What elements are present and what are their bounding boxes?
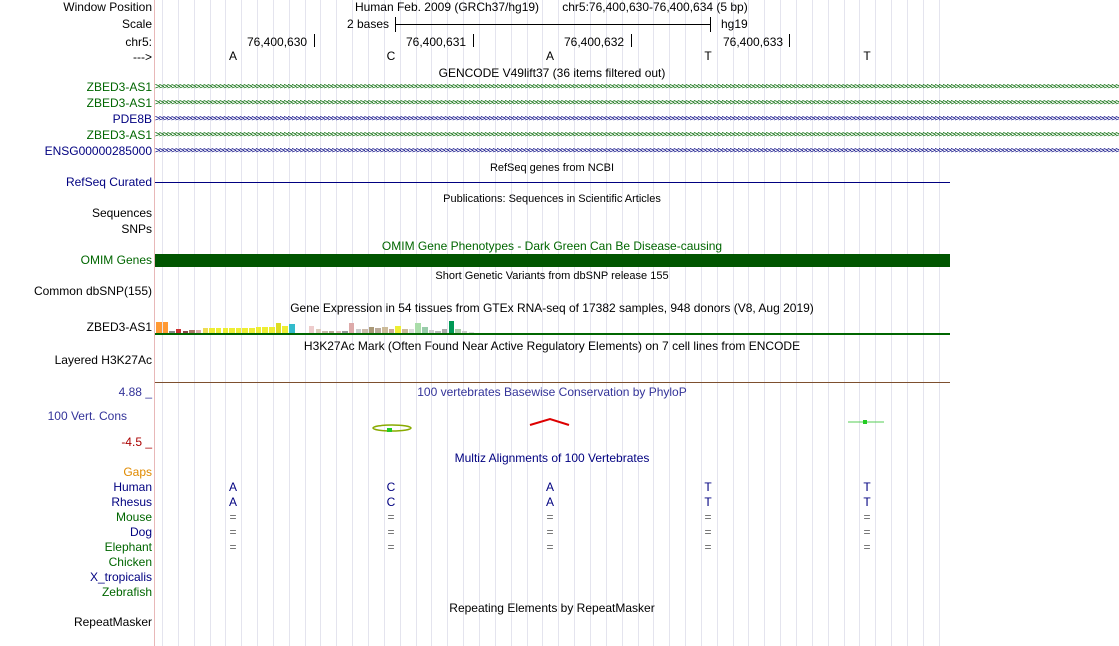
gene-model-ensg[interactable]: >>>>>>>>>>>>>>>>>>>>>>>>>>>>>>>>>>>>>>>>>>>>>>>>>>>>>>>>>>>>>>>>>>>>>>>>>>>>>>>>>>>>>>>>>>>>>>>>>>>>>>>>>>>>>>>>>>>>>>>>>>>>>>>>>>>>>>>>>>>>>>>>>>>>>>>>>>>>>>>>>>>>>>>>>>>>>>>>>>>>>>>>>>>>>>>>>>>>>>>>>>>>>>>>>>>>>>>>>>>>>>>>>>>>>>>>>>>>>>>> (155, 146, 1119, 156)
alignment-base: = (387, 525, 395, 539)
gencode-track-title: GENCODE V49lift37 (36 items filtered out) (438, 66, 666, 80)
gene-model-pde8b[interactable]: >>>>>>>>>>>>>>>>>>>>>>>>>>>>>>>>>>>>>>>>>>>>>>>>>>>>>>>>>>>>>>>>>>>>>>>>>>>>>>>>>>>>>>>>>>>>>>>>>>>>>>>>>>>>>>>>>>>>>>>>>>>>>>>>>>>>>>>>>>>>>>>>>>>>>>>>>>>>>>>>>>>>>>>>>>>>>>>>>>>>>>>>>>>>>>>>>>>>>>>>>>>>>>>>>>>>>>>>>>>>>>>>>>>>>>>>>>>>>>>> (155, 114, 1119, 124)
cons-max-label: 4.88 _ (118, 385, 152, 399)
ruler-tick-label: 76,400,631 (406, 35, 467, 49)
alignment-base: = (387, 510, 395, 524)
grid-line (717, 0, 718, 646)
species-human-label: Human (113, 480, 152, 494)
grid-line (733, 0, 734, 646)
alignment-base: T (704, 480, 712, 494)
strand-label: ---> (133, 50, 152, 64)
window-position-label: Window Position (63, 0, 152, 14)
species-dog-label: Dog (129, 525, 152, 539)
ruler-tick (789, 34, 790, 47)
ruler-tick (631, 34, 632, 47)
assembly-title: Human Feb. 2009 (GRCh37/hg19) (354, 0, 540, 14)
ruler-tick (473, 34, 474, 47)
refseq-gene-line[interactable] (155, 182, 950, 183)
grid-line (844, 0, 845, 646)
repeatmasker-track-title: Repeating Elements by RepeatMasker (449, 601, 655, 615)
phylop-signal (155, 410, 950, 440)
publications-track-title: Publications: Sequences in Scientific Articles (443, 193, 661, 205)
ruler-tick-label: 76,400,633 (723, 35, 784, 49)
alignment-base: = (229, 510, 237, 524)
gene-label-zbed3-as1-2[interactable]: ZBED3-AS1 (86, 96, 152, 110)
dbsnp-track-title: Short Genetic Variants from dbSNP release 155 (435, 270, 669, 282)
alignment-base: A (228, 480, 238, 494)
alignment-base: T (863, 495, 871, 509)
grid-line (606, 0, 607, 646)
gtex-track-title: Gene Expression in 54 tissues from GTEx RNA-seq of 17382 samples, 948 donors (V8, Aug 2019) (290, 301, 814, 315)
base-letter: A (545, 49, 555, 63)
alignment-base: = (863, 525, 871, 539)
track-label-column (0, 0, 154, 646)
refseq-track-label[interactable]: RefSeq Curated (65, 175, 152, 189)
refseq-track-title: RefSeq genes from NCBI (489, 162, 615, 174)
gene-model-zbed3-as1-1[interactable]: >>>>>>>>>>>>>>>>>>>>>>>>>>>>>>>>>>>>>>>>>>>>>>>>>>>>>>>>>>>>>>>>>>>>>>>>>>>>>>>>>>>>>>>>>>>>>>>>>>>>>>>>>>>>>>>>>>>>>>>>>>>>>>>>>>>>>>>>>>>>>>>>>>>>>>>>>>>>>>>>>>>>>>>>>>>>>>>>>>>>>>>>>>>>>>>>>>>>>>>>>>>>>>>>>>>>>>>>>>>>>>>>>>>>>>>>>>>>>>>> (155, 82, 1119, 92)
gene-model-zbed3-as1-3[interactable]: >>>>>>>>>>>>>>>>>>>>>>>>>>>>>>>>>>>>>>>>>>>>>>>>>>>>>>>>>>>>>>>>>>>>>>>>>>>>>>>>>>>>>>>>>>>>>>>>>>>>>>>>>>>>>>>>>>>>>>>>>>>>>>>>>>>>>>>>>>>>>>>>>>>>>>>>>>>>>>>>>>>>>>>>>>>>>>>>>>>>>>>>>>>>>>>>>>>>>>>>>>>>>>>>>>>>>>>>>>>>>>>>>>>>>>>>>>>>>>>> (155, 130, 1119, 140)
alignment-base: = (387, 540, 395, 554)
alignment-base: C (386, 480, 396, 494)
grid-line (859, 0, 860, 646)
grid-line (558, 0, 559, 646)
grid-line (574, 0, 575, 646)
phylop-mark (530, 419, 569, 425)
ruler-tick-label: 76,400,630 (247, 35, 308, 49)
grid-line (780, 0, 781, 646)
snps-track-label[interactable]: SNPs (121, 222, 152, 236)
base-letter: C (386, 49, 396, 63)
alignment-base: = (229, 540, 237, 554)
base-letter: T (863, 49, 871, 63)
alignment-base: C (386, 495, 396, 509)
scale-bar-left-cap (395, 17, 396, 32)
gene-model-zbed3-as1-2[interactable]: >>>>>>>>>>>>>>>>>>>>>>>>>>>>>>>>>>>>>>>>>>>>>>>>>>>>>>>>>>>>>>>>>>>>>>>>>>>>>>>>>>>>>>>>>>>>>>>>>>>>>>>>>>>>>>>>>>>>>>>>>>>>>>>>>>>>>>>>>>>>>>>>>>>>>>>>>>>>>>>>>>>>>>>>>>>>>>>>>>>>>>>>>>>>>>>>>>>>>>>>>>>>>>>>>>>>>>>>>>>>>>>>>>>>>>>>>>>>>>>> (155, 98, 1119, 108)
track-data-area[interactable] (155, 0, 1119, 646)
alignment-base: = (546, 510, 554, 524)
scale-bar-label: 2 bases (346, 17, 390, 31)
phylop-track-title: 100 vertebrates Basewise Conservation by PhyloP (417, 385, 687, 399)
position-text: chr5:76,400,630-76,400,634 (5 bp) (562, 0, 748, 14)
base-letter: A (228, 49, 238, 63)
cons-track-label[interactable]: 100 Vert. Cons (47, 409, 127, 423)
omim-gene-bar[interactable] (155, 254, 950, 267)
db-label: hg19 (721, 17, 748, 31)
grid-line (828, 0, 829, 646)
alignment-base: A (228, 495, 238, 509)
grid-line (875, 0, 876, 646)
gene-label-ensg[interactable]: ENSG00000285000 (44, 144, 152, 158)
base-letter: T (704, 49, 712, 63)
gtex-gene-label[interactable]: ZBED3-AS1 (86, 320, 152, 334)
alignment-base: = (704, 510, 712, 524)
alignment-base: = (704, 540, 712, 554)
gene-label-zbed3-as1-3[interactable]: ZBED3-AS1 (86, 128, 152, 142)
gene-label-zbed3-as1-1[interactable]: ZBED3-AS1 (86, 80, 152, 94)
gene-label-pde8b[interactable]: PDE8B (112, 112, 152, 126)
alignment-base: = (704, 525, 712, 539)
omim-track-label[interactable]: OMIM Genes (80, 253, 152, 267)
alignment-base: A (545, 480, 555, 494)
grid-line (764, 0, 765, 646)
grid-line (590, 0, 591, 646)
scale-label: Scale (121, 17, 152, 31)
species-elephant-label: Elephant (104, 540, 152, 554)
alignment-base: = (546, 540, 554, 554)
grid-line (891, 0, 892, 646)
grid-line (669, 0, 670, 646)
gtex-bar-chart[interactable] (155, 314, 555, 334)
chrom-label: chr5: (125, 35, 152, 49)
grid-line (907, 0, 908, 646)
grid-line (653, 0, 654, 646)
grid-line (796, 0, 797, 646)
species-rhesus-label: Rhesus (111, 495, 152, 509)
phylop-mark (863, 420, 867, 424)
phylop-mark (387, 428, 392, 432)
grid-line (685, 0, 686, 646)
repeatmasker-track-label[interactable]: RepeatMasker (73, 615, 152, 629)
alignment-base: = (546, 525, 554, 539)
ruler-tick (314, 34, 315, 47)
dbsnp-track-label[interactable]: Common dbSNP(155) (33, 284, 152, 298)
alignment-base: = (863, 540, 871, 554)
scale-bar (395, 24, 711, 25)
species-x-tropicalis-label: X_tropicalis (89, 570, 152, 584)
gtex-baseline (155, 333, 950, 335)
multiz-track-title: Multiz Alignments of 100 Vertebrates (454, 451, 650, 465)
gaps-label: Gaps (123, 465, 152, 479)
cons-min-label: -4.5 _ (121, 435, 152, 449)
h3k27ac-track-label[interactable]: Layered H3K27Ac (54, 353, 152, 367)
grid-line (622, 0, 623, 646)
grid-line (748, 0, 749, 646)
alignment-base: T (863, 480, 871, 494)
species-chicken-label: Chicken (108, 555, 152, 569)
h3k27ac-track-title: H3K27Ac Mark (Often Found Near Active Regulatory Elements) on 7 cell lines from ENCODE (303, 339, 801, 353)
alignment-base: = (229, 525, 237, 539)
grid-line (638, 0, 639, 646)
alignment-base: T (704, 495, 712, 509)
omim-track-title: OMIM Gene Phenotypes - Dark Green Can Be Disease-causing (381, 239, 723, 253)
alignment-base: A (545, 495, 555, 509)
scale-bar-right-cap (710, 17, 711, 32)
alignment-base: = (863, 510, 871, 524)
grid-line (812, 0, 813, 646)
species-mouse-label: Mouse (115, 510, 152, 524)
sequences-track-label[interactable]: Sequences (91, 206, 152, 220)
grid-line (939, 0, 940, 646)
species-zebrafish-label: Zebrafish (101, 585, 152, 599)
h3k27ac-signal-line (155, 382, 950, 383)
ruler-tick-label: 76,400,632 (564, 35, 625, 49)
grid-line (923, 0, 924, 646)
grid-line (701, 0, 702, 646)
